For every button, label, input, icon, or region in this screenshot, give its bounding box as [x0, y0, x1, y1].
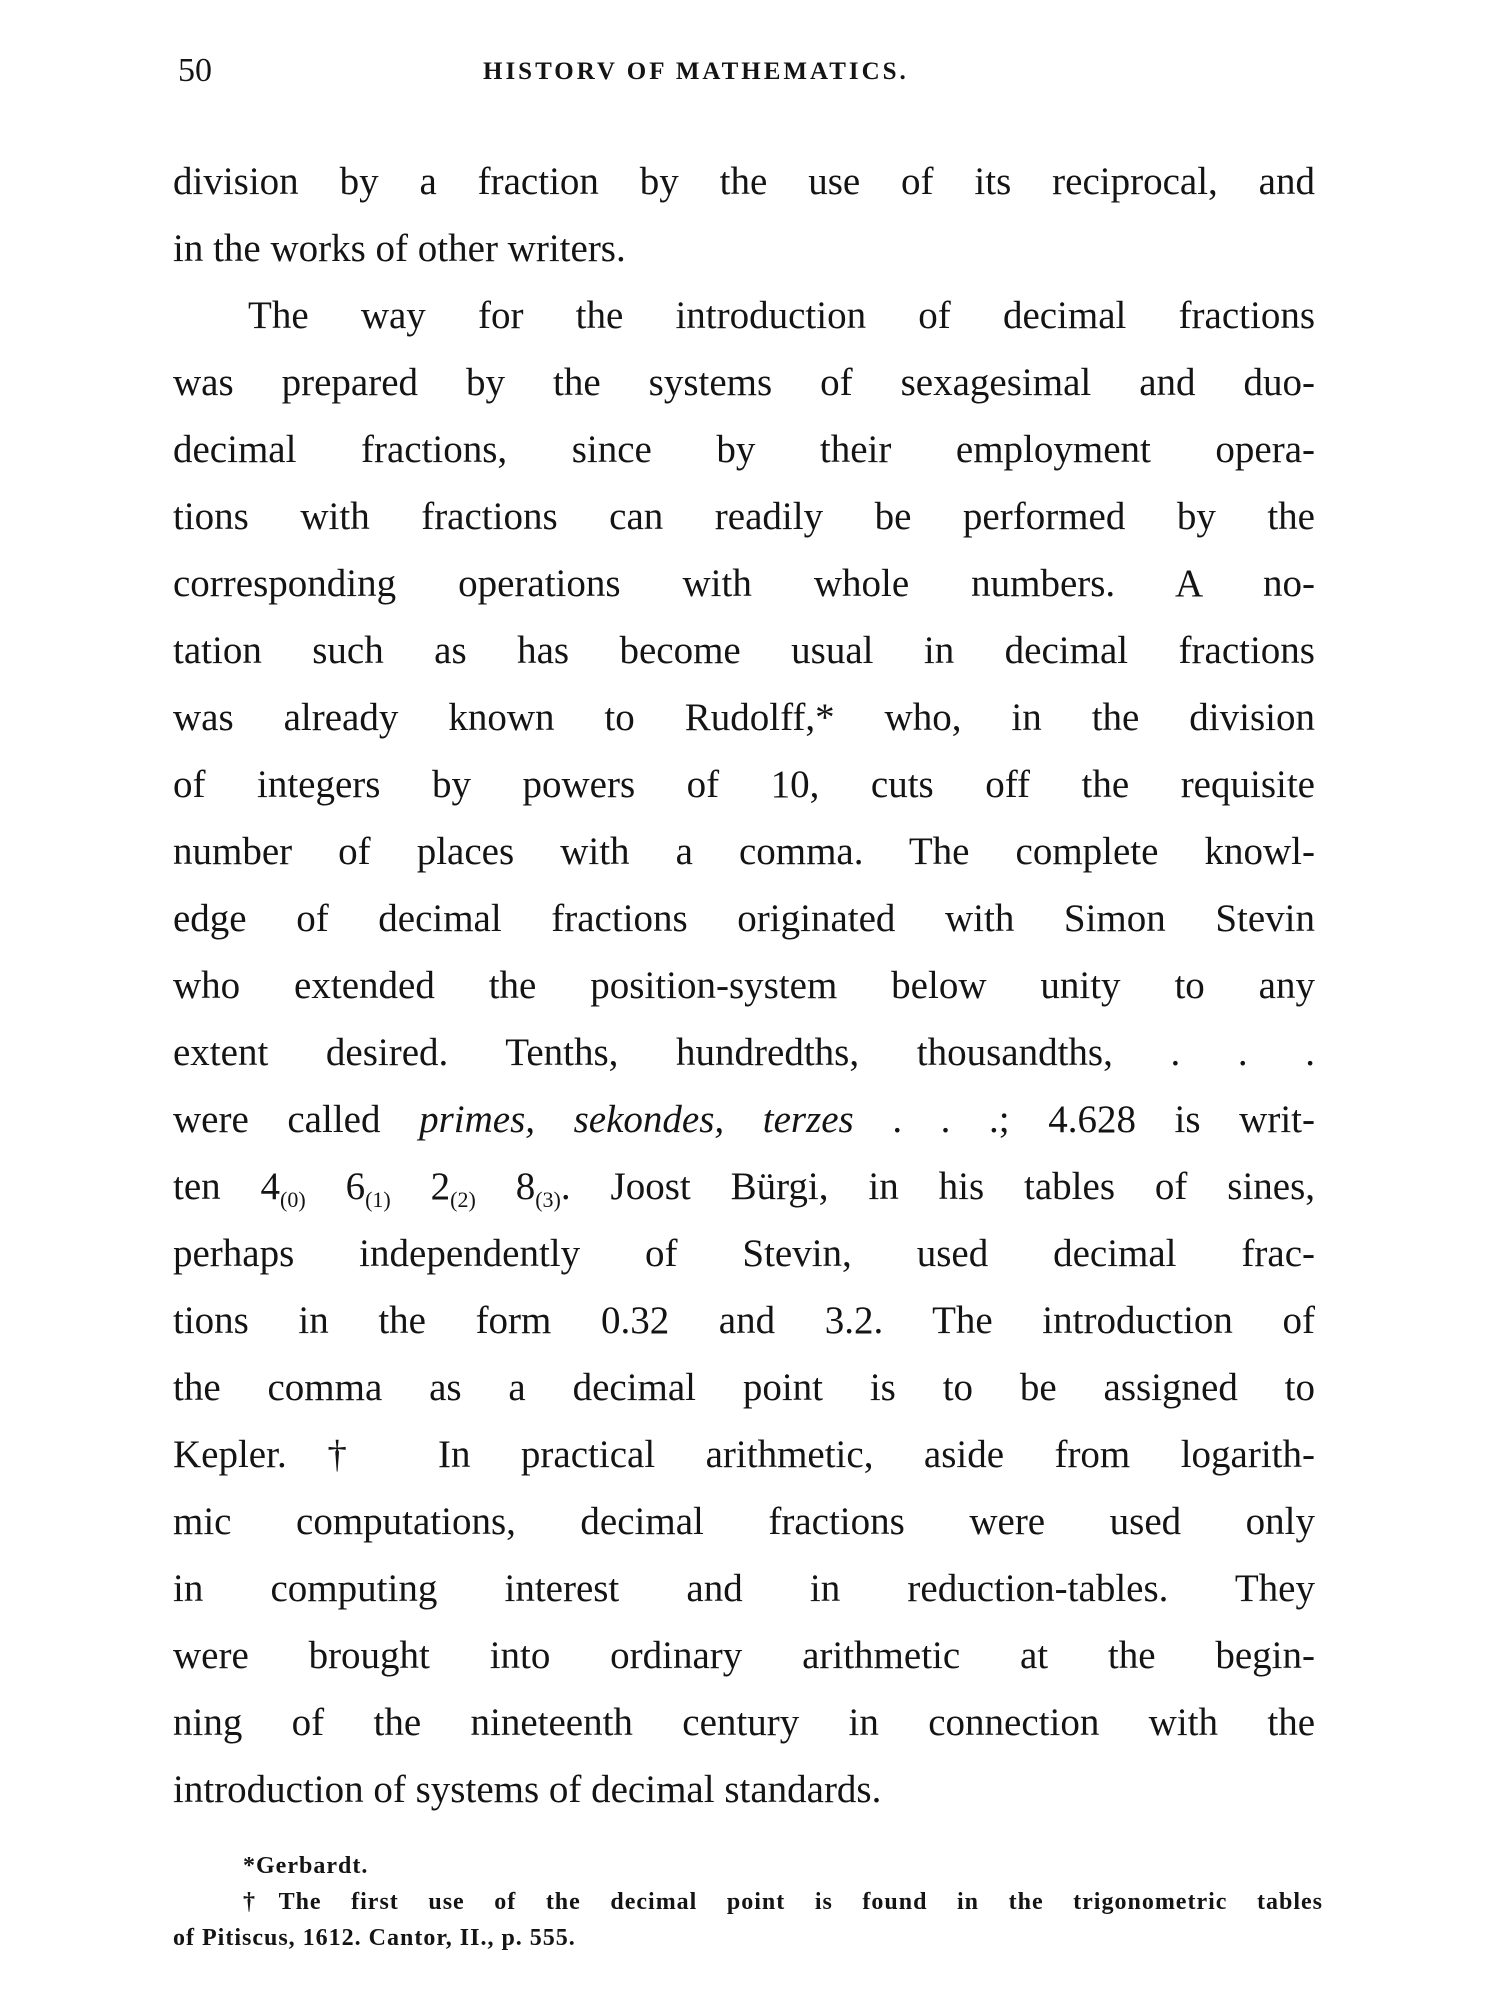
text-segment: edge of decimal fractions originated with Simon Stevin: [173, 897, 1315, 940]
footnote: *Gerbardt.: [243, 1853, 369, 1879]
text-line: [173, 148, 1315, 215]
text-line: [173, 818, 1315, 885]
text-line: [173, 1287, 1315, 1354]
text-segment: division by a fraction by the use of its reciprocal, and: [173, 160, 1315, 203]
text-segment: perhaps independently of Stevin, used decimal frac-: [173, 1232, 1315, 1275]
text-segment: 6: [305, 1165, 366, 1208]
text-segment: tation such as has become usual in decimal fractions: [173, 629, 1315, 672]
text-segment: 8: [475, 1165, 536, 1208]
running-head: HISTORV OF MATHEMATICS.: [483, 58, 909, 85]
text-segment: Kepler.† In practical arithmetic, aside from logarith-: [173, 1433, 1315, 1476]
text-segment: were brought into ordinary arithmetic at the begin-: [173, 1634, 1315, 1677]
text-line: [173, 416, 1315, 483]
text-line: [173, 1354, 1315, 1421]
text-segment: who extended the position-system below unity to any: [173, 964, 1315, 1007]
text-segment: tions with fractions can readily be performed by the: [173, 495, 1315, 538]
text-line: [173, 1421, 1315, 1488]
text-line: [173, 952, 1315, 1019]
text-segment: was already known to Rudolff,* who, in the division: [173, 696, 1315, 739]
text-segment: decimal fractions, since by their employment opera-: [173, 428, 1315, 471]
text-segment: of integers by powers of 10, cuts off the requisite: [173, 763, 1315, 806]
text-line: [173, 1220, 1315, 1287]
text-segment: introduction of systems of decimal standards.: [173, 1768, 882, 1811]
text-segment: corresponding operations with whole numbers. A no-: [173, 562, 1315, 605]
text-line: [173, 617, 1315, 684]
text-segment: . . .; 4.628 is writ-: [853, 1098, 1315, 1141]
text-line: [173, 215, 1315, 282]
text-line: [173, 282, 1315, 349]
text-line: [173, 1555, 1315, 1622]
text-segment: extent desired. Tenths, hundredths, thousandths, . . .: [173, 1031, 1315, 1074]
text-segment: ten 4: [173, 1165, 281, 1208]
footnotes: [173, 1848, 1323, 1956]
text-segment: in the works of other writers.: [173, 227, 626, 270]
text-segment: The way for the introduction of decimal fractions: [248, 294, 1315, 337]
subscript: (2): [450, 1187, 476, 1212]
text-line: [173, 1756, 1315, 1823]
subscript: (1): [365, 1187, 391, 1212]
footnote: †The first use of the decimal point is found in the trigonometric tables: [243, 1889, 1323, 1915]
footnote: of Pitiscus, 1612. Cantor, II., p. 555.: [173, 1925, 576, 1951]
text-line: [173, 684, 1315, 751]
italic-text: primes, sekondes, terzes: [419, 1098, 854, 1141]
text-line: [173, 1086, 1315, 1153]
text-line: [173, 751, 1315, 818]
text-segment: were called: [173, 1098, 420, 1141]
text-line: [173, 885, 1315, 952]
text-segment: tions in the form 0.32 and 3.2. The introduction of: [173, 1299, 1315, 1342]
text-line: [173, 1689, 1315, 1756]
text-segment: 2: [390, 1165, 451, 1208]
page-header: [178, 52, 1318, 92]
text-segment: number of places with a comma. The complete knowl-: [173, 830, 1315, 873]
text-line: [173, 483, 1315, 550]
text-segment: mic computations, decimal fractions were used only: [173, 1500, 1315, 1543]
text-line: [173, 1488, 1315, 1555]
text-line: [173, 1019, 1315, 1086]
text-line: [173, 550, 1315, 617]
page-number: 50: [178, 52, 212, 89]
body-text: [173, 148, 1315, 1823]
text-segment: ning of the nineteenth century in connection with the: [173, 1701, 1315, 1744]
text-segment: . Joost Bürgi, in his tables of sines,: [560, 1165, 1316, 1208]
subscript: (3): [535, 1187, 561, 1212]
text-line: [173, 1622, 1315, 1689]
text-line: [173, 1153, 1315, 1220]
subscript: (0): [280, 1187, 306, 1212]
text-segment: was prepared by the systems of sexagesimal and duo-: [173, 361, 1315, 404]
text-segment: in computing interest and in reduction-tables. They: [173, 1567, 1315, 1610]
text-segment: the comma as a decimal point is to be assigned to: [173, 1366, 1315, 1409]
text-line: [173, 349, 1315, 416]
